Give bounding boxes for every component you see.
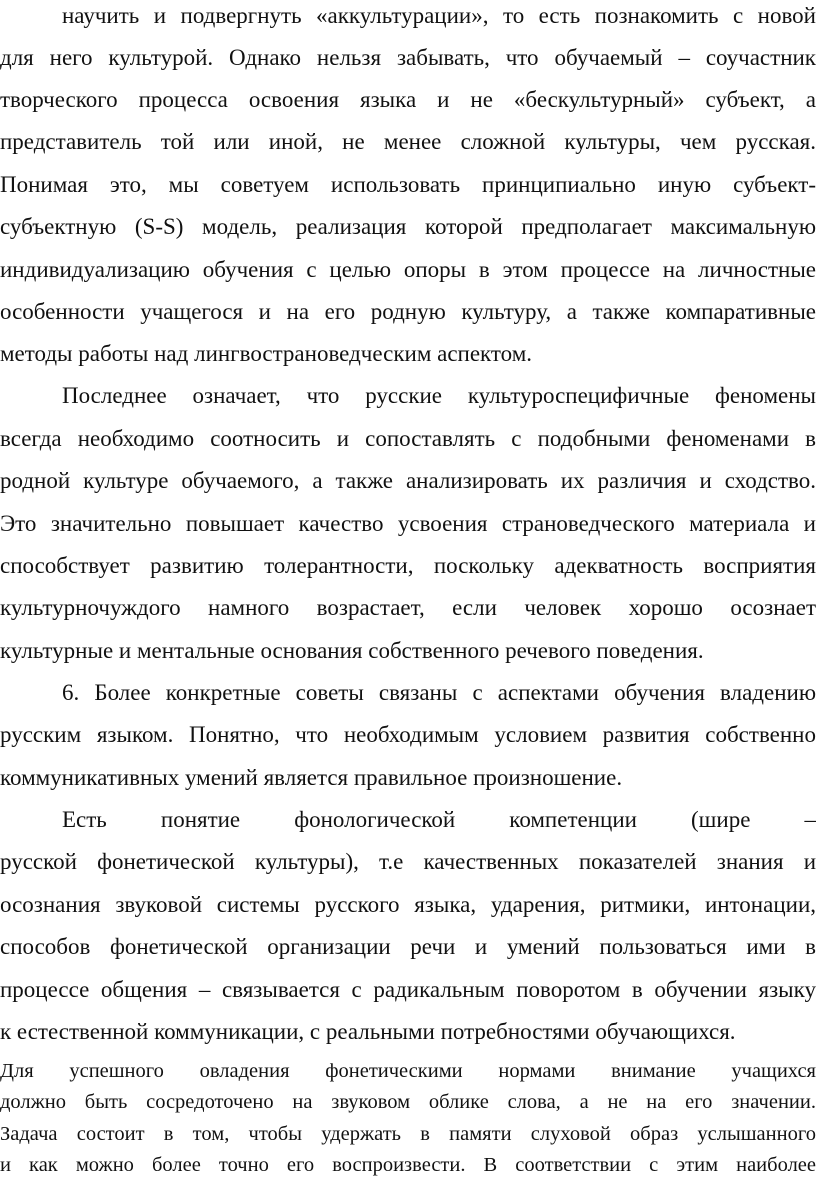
text-line: должно быть сосредоточено на звуковом облике слова, а не на его значении. bbox=[0, 1091, 816, 1113]
text-line: методы работы над лингвострановедческим аспектом. bbox=[0, 341, 533, 366]
text-line: Это значительно повышает качество усвоения страноведческого материала и bbox=[0, 511, 816, 536]
text-line: представитель той или иной, не менее сложной культуры, чем русская. bbox=[0, 129, 816, 154]
text-line: научить и подвергнуть «аккультурации», то есть познакомить с новой bbox=[62, 3, 816, 28]
text-line: способов фонетической организации речи и умений пользоваться ими в bbox=[0, 934, 816, 959]
text-line: Для успешного овладения фонетическими нормами внимание учащихся bbox=[0, 1060, 816, 1082]
text-line: коммуникативных умений является правильное произношение. bbox=[0, 765, 623, 790]
text-line: Есть понятие фонологической компетенции (шире – bbox=[62, 807, 816, 832]
text-line: культурночуждого намного возрастает, если человек хорошо осознает bbox=[0, 595, 816, 620]
text-line: Понимая это, мы советуем использовать принципиально иную субъект- bbox=[0, 172, 816, 197]
text-line: к естественной коммуникации, с реальными потребностями обучающихся. bbox=[0, 1019, 736, 1044]
text-line: творческого процесса освоения языка и не «бескультурный» субъект, а bbox=[0, 87, 816, 112]
text-line: индивидуализацию обучения с целью опоры в этом процессе на личностные bbox=[0, 257, 816, 282]
text-line: осознания звуковой системы русского языка, ударения, ритмики, интонации, bbox=[0, 892, 816, 917]
text-line: и как можно более точно его воспроизвести. В соответствии с этим наиболее bbox=[0, 1154, 816, 1176]
text-line: родной культуре обучаемого, а также анализировать их различия и сходство. bbox=[0, 468, 816, 493]
text-line: 6. Более конкретные советы связаны с аспектами обучения владению bbox=[62, 680, 816, 705]
text-line: субъектную (S-S) модель, реализация которой предполагает максимальную bbox=[0, 214, 816, 239]
text-line: русским языком. Понятно, что необходимым условием развития собственно bbox=[0, 722, 816, 747]
text-line: процессе общения – связывается с радикальным поворотом в обучении языку bbox=[0, 977, 816, 1002]
text-line: для него культурой. Однако нельзя забывать, что обучаемый – соучастник bbox=[0, 45, 816, 70]
text-line: Задача состоит в том, чтобы удержать в памяти слуховой образ услышанного bbox=[0, 1123, 816, 1145]
text-line: всегда необходимо соотносить и сопоставлять с подобными феноменами в bbox=[0, 426, 816, 451]
text-line: особенности учащегося и на его родную культуру, а также компаративные bbox=[0, 299, 816, 324]
text-line: Последнее означает, что русские культуроспецифичные феномены bbox=[62, 383, 816, 408]
text-line: русской фонетической культуры), т.е качественных показателей знания и bbox=[0, 849, 816, 874]
text-line: культурные и ментальные основания собственного речевого поведения. bbox=[0, 638, 704, 663]
text-line: способствует развитию толерантности, поскольку адекватность восприятия bbox=[0, 553, 816, 578]
